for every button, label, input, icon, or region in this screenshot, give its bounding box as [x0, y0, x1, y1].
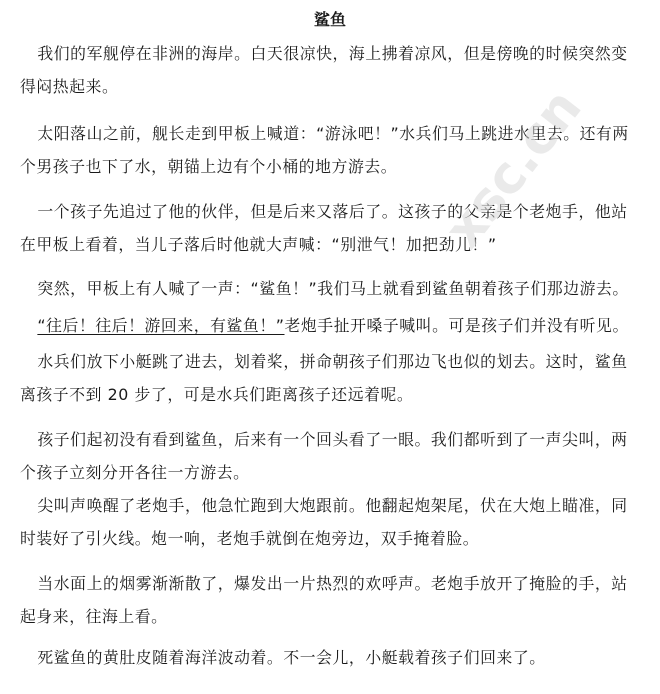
paragraph-10: 死鲨鱼的黄肚皮随着海洋波动着。不一会儿，小艇载着孩子们回来了。 [37, 648, 546, 667]
paragraph-7: 孩子们起初没有看到鲨鱼，后来有一个回头看了一眼。我们都听到了一声尖叫，两个孩子立刻分开各往一方游去。 [20, 430, 628, 482]
paragraph-5-rest: 老炮手扯开嗓子喊叫。可是孩子们并没有听见。 [284, 316, 629, 335]
paragraph-9: 当水面上的烟雾渐渐散了，爆发出一片热烈的欢呼声。老炮手放开了掩脸的手，站起身来，往海上看。 [20, 574, 628, 626]
paragraph-6: 水兵们放下小艇跳了进去，划着桨，拼命朝孩子们那边飞也似的划去。这时，鲨鱼离孩子不到 20 步了，可是水兵们距离孩子还远着呢。 [20, 352, 628, 404]
underlined-shout: “往后！往后！游回来，有鲨鱼！” [37, 316, 285, 335]
paragraph-1: 我们的军舰停在非洲的海岸。白天很凉快，海上拂着凉风，但是傍晚的时候突然变得闷热起来。 [20, 44, 628, 96]
paragraph-2: 太阳落山之前，舰长走到甲板上喊道：“游泳吧！”水兵们马上跳进水里去。还有两个男孩子也下了水，朝锚上边有个小桶的地方游去。 [20, 124, 629, 176]
paragraph-3: 一个孩子先追过了他的伙伴，但是后来又落后了。这孩子的父亲是个老炮手，他站在甲板上看着，当儿子落后时他就大声喊：“别泄气！加把劲儿！” [20, 202, 628, 254]
paragraph-5 [20, 310, 642, 343]
watermark-text: xsc.cn [433, 78, 594, 260]
document-title: 鲨鱼 [313, 10, 346, 29]
paragraph-8: 尖叫声唤醒了老炮手，他急忙跑到大炮跟前。他翻起炮架尾，伏在大炮上瞄准，同时装好了引火线。炮一响，老炮手就倒在炮旁边，双手掩着脸。 [20, 496, 628, 548]
paragraph-4: 突然，甲板上有人喊了一声：“鲨鱼！”我们马上就看到鲨鱼朝着孩子们那边游去。 [37, 279, 629, 298]
